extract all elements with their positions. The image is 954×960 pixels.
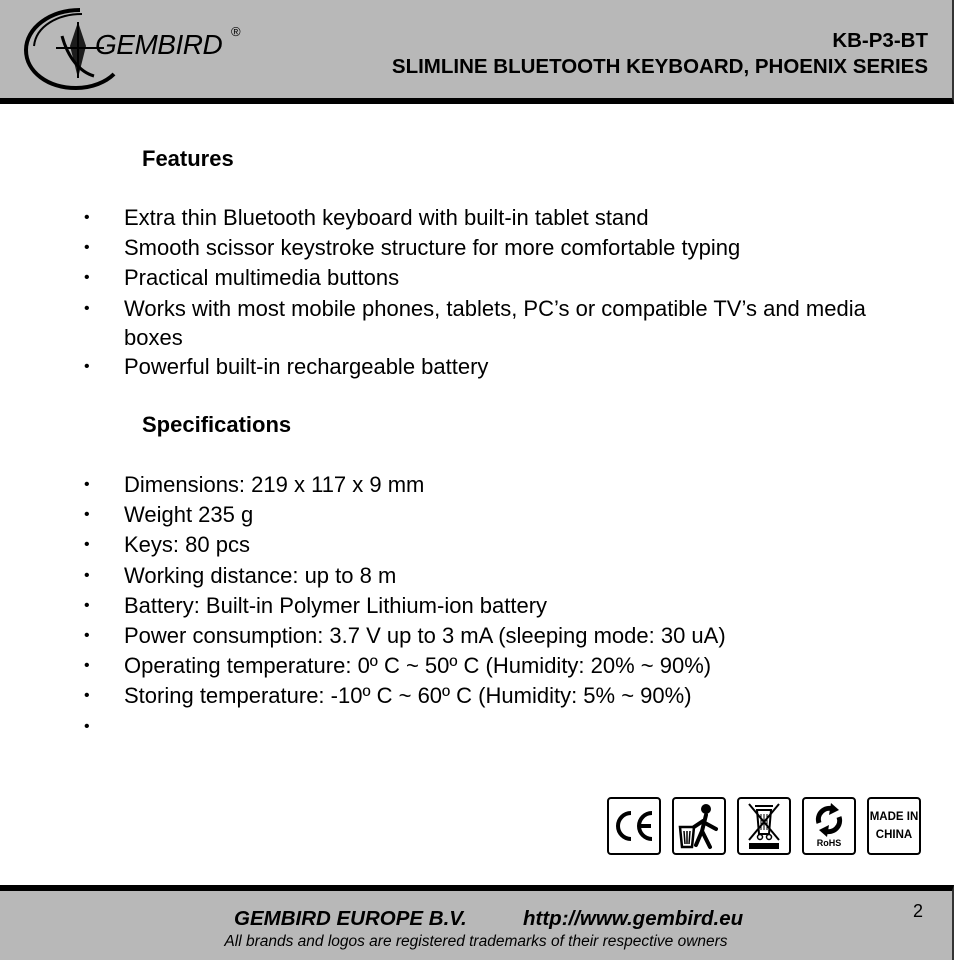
spec-text: Operating temperature: 0º C ~ 50º C (Humidity: 20% ~ 90%) [124,653,712,679]
list-item [0,470,954,500]
spec-text: Power consumption: 3.7 V up to 3 mA (sleeping mode: 30 uA) [124,623,726,649]
spec-text: Keys: 80 pcs [124,532,250,558]
list-item [0,530,954,560]
page-footer [0,885,954,960]
bullet-icon: • [84,596,90,614]
list-item [0,591,954,621]
feature-text: Practical multimedia buttons [124,265,400,291]
list-item [0,500,954,530]
list-item [0,233,954,263]
features-list [0,203,954,382]
spec-text: Working distance: up to 8 m [124,562,397,588]
feature-text: Smooth scissor keystroke structure for more comfortable typing [124,235,741,261]
gembird-logo [22,6,252,90]
bullet-icon: • [84,239,90,257]
certification-icons [607,797,921,857]
spec-text: Battery: Built-in Polymer Lithium-ion battery [124,592,548,618]
bullet-icon: • [84,627,90,645]
bullet-icon: • [84,269,90,287]
specifications-list [0,470,954,742]
product-title: SLIMLINE BLUETOOTH KEYBOARD, PHOENIX SERIES [391,55,928,78]
specifications-heading: Specifications [142,412,292,437]
spec-text: Storing temperature: -10º C ~ 60º C (Humidity: 5% ~ 90%) [124,683,692,709]
tidyman-disposal-icon [672,797,726,855]
bullet-icon: • [84,566,90,584]
list-item [0,712,954,742]
china-label: CHINA [875,829,913,841]
features-heading: Features [142,146,234,171]
feature-text: Works with most mobile phones, tablets, PC’s or compatible TV’s and media boxes [124,295,866,350]
rohs-label: RoHS [816,838,842,848]
bullet-icon: • [84,717,90,735]
page-header [0,0,954,104]
bullet-icon: • [84,657,90,675]
registered-mark: ® [231,24,241,39]
bullet-icon: • [84,357,90,375]
made-in-label: MADE IN [869,811,919,823]
list-item [0,294,954,352]
list-item [0,681,954,711]
bullet-icon: • [84,476,90,493]
rohs-icon [802,797,856,855]
feature-text: Extra thin Bluetooth keyboard with built-in tablet stand [124,205,649,230]
list-item [0,651,954,681]
feature-text: Powerful built-in rechargeable battery [124,353,489,379]
list-item [0,621,954,651]
list-item [0,203,954,233]
list-item [0,561,954,591]
page-number: 2 [913,901,924,921]
weee-crossed-bin-icon [737,797,791,855]
logo-wordmark: GEMBIRD [95,29,223,60]
bullet-icon: • [84,209,90,226]
trademark-note: All brands and logos are registered trademarks of their respective owners [224,933,728,950]
ce-mark-icon [607,797,661,855]
bullet-icon: • [84,506,90,524]
made-in-china-icon [867,797,921,855]
list-item [0,263,954,293]
bullet-icon: • [84,299,90,317]
spec-text: Dimensions: 219 x 117 x 9 mm [124,472,425,497]
footer-url-link[interactable]: http://www.gembird.eu [523,907,744,930]
header-title-block [392,28,928,80]
bullet-icon: • [84,536,90,554]
model-number: KB-P3-BT [832,29,928,52]
bullet-icon: • [84,687,90,705]
footer-company: GEMBIRD EUROPE B.V. [234,907,467,930]
spec-text: Weight 235 g [124,502,254,528]
list-item [0,352,954,382]
